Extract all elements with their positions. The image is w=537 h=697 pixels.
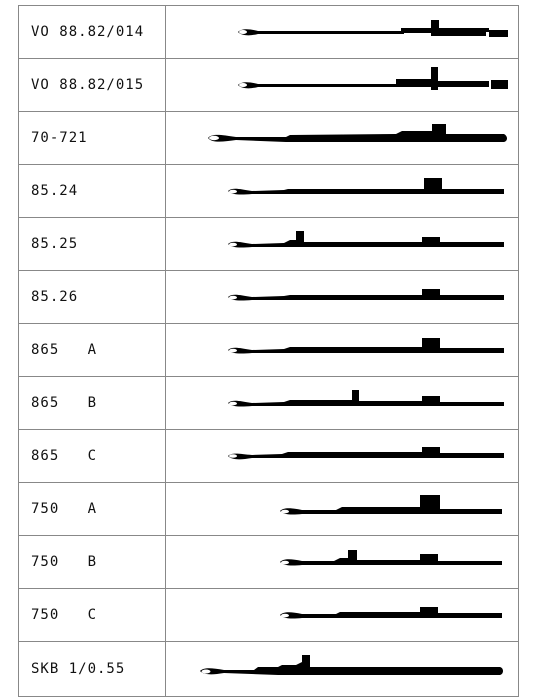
needle-code: VO 88.82/014 bbox=[31, 24, 145, 40]
drawing-cell bbox=[166, 112, 519, 165]
drawing-cell bbox=[166, 377, 519, 430]
needle-drawing bbox=[166, 59, 518, 111]
code-cell bbox=[19, 589, 166, 642]
drawing-cell bbox=[166, 324, 519, 377]
code-cell bbox=[19, 112, 166, 165]
needle-drawing bbox=[166, 6, 518, 58]
code-cell bbox=[19, 218, 166, 271]
code-cell bbox=[19, 536, 166, 589]
needle-drawing bbox=[166, 324, 518, 376]
table-row bbox=[19, 536, 519, 589]
needle-code: 85.25 bbox=[31, 236, 79, 252]
table-row bbox=[19, 59, 519, 112]
needle-drawing bbox=[166, 430, 518, 482]
code-cell bbox=[19, 324, 166, 377]
needle-drawing bbox=[166, 112, 518, 164]
needle-code: 750 C bbox=[31, 607, 98, 623]
table-row bbox=[19, 112, 519, 165]
code-cell bbox=[19, 377, 166, 430]
code-cell bbox=[19, 165, 166, 218]
needle-code: 865 C bbox=[31, 448, 98, 464]
needle-drawing bbox=[166, 643, 518, 695]
table-row bbox=[19, 271, 519, 324]
table-row bbox=[19, 589, 519, 642]
table-row bbox=[19, 430, 519, 483]
table-row bbox=[19, 642, 519, 697]
drawing-cell bbox=[166, 483, 519, 536]
code-cell bbox=[19, 271, 166, 324]
drawing-cell bbox=[166, 59, 519, 112]
needle-code: 750 B bbox=[31, 554, 98, 570]
needle-drawing bbox=[166, 589, 518, 641]
table-row bbox=[19, 6, 519, 59]
table-row bbox=[19, 377, 519, 430]
needle-catalog-table bbox=[18, 5, 519, 697]
drawing-cell bbox=[166, 218, 519, 271]
drawing-cell bbox=[166, 165, 519, 218]
table-row bbox=[19, 218, 519, 271]
needle-code: 85.24 bbox=[31, 183, 79, 199]
needle-code: 865 B bbox=[31, 395, 98, 411]
drawing-cell bbox=[166, 536, 519, 589]
needle-drawing bbox=[166, 165, 518, 217]
needle-code: 85.26 bbox=[31, 289, 79, 305]
needle-drawing bbox=[166, 536, 518, 588]
code-cell bbox=[19, 483, 166, 536]
needle-code: 750 A bbox=[31, 501, 98, 517]
code-cell bbox=[19, 6, 166, 59]
drawing-cell bbox=[166, 589, 519, 642]
needle-drawing bbox=[166, 218, 518, 270]
drawing-cell bbox=[166, 430, 519, 483]
needle-drawing bbox=[166, 377, 518, 429]
needle-code: SKB 1/0.55 bbox=[31, 661, 126, 677]
needle-code: 865 A bbox=[31, 342, 98, 358]
drawing-cell bbox=[166, 6, 519, 59]
needle-code: VO 88.82/015 bbox=[31, 77, 145, 93]
needle-code: 70-721 bbox=[31, 130, 88, 146]
code-cell bbox=[19, 59, 166, 112]
needle-drawing bbox=[166, 483, 518, 535]
table-row bbox=[19, 165, 519, 218]
code-cell bbox=[19, 642, 166, 697]
needle-drawing bbox=[166, 271, 518, 323]
table-row bbox=[19, 483, 519, 536]
drawing-cell bbox=[166, 642, 519, 697]
code-cell bbox=[19, 430, 166, 483]
table-row bbox=[19, 324, 519, 377]
drawing-cell bbox=[166, 271, 519, 324]
